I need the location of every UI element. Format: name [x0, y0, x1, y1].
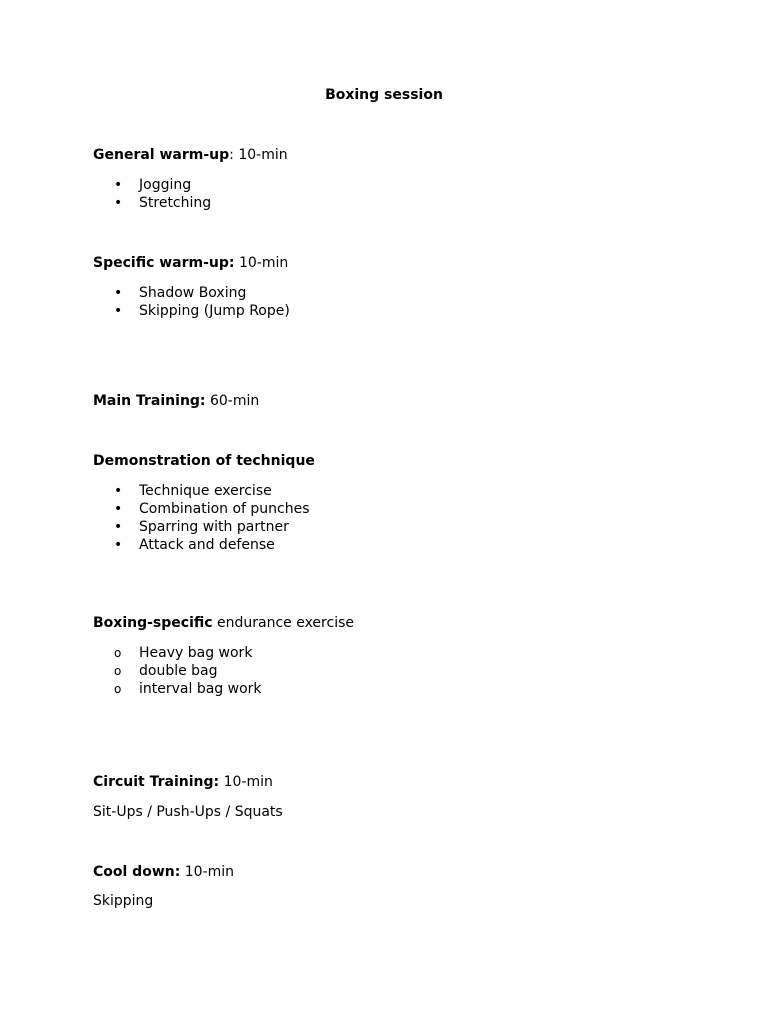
main-training-label: Main Training: — [93, 393, 206, 409]
bullet-icon: • — [114, 177, 123, 193]
list-item-text: double bag — [139, 663, 218, 679]
list-item-text: Skipping (Jump Rope) — [139, 303, 290, 319]
boxing-specific-heading — [93, 614, 354, 632]
list-item-text: Combination of punches — [139, 501, 310, 517]
bullet-icon: • — [114, 483, 123, 499]
circuit-training-label: Circuit Training: — [93, 774, 220, 790]
cool-down-heading — [93, 863, 234, 881]
circuit-training-heading — [93, 773, 273, 791]
main-training-heading — [93, 392, 259, 410]
list-item-text: Sparring with partner — [139, 519, 289, 535]
boxing-specific-rest: endurance exercise — [212, 615, 354, 631]
bullet-icon: • — [114, 195, 123, 211]
document-title: Boxing session — [325, 87, 443, 103]
list-item-text: interval bag work — [139, 681, 262, 697]
specific-warmup-heading — [93, 254, 288, 272]
demonstration-label: Demonstration of technique — [93, 453, 315, 469]
circle-bullet-icon: o — [114, 646, 122, 660]
list-item-text: Attack and defense — [139, 537, 275, 553]
cool-down-detail: Skipping — [93, 893, 154, 909]
bullet-icon: • — [114, 501, 123, 517]
circle-bullet-icon: o — [114, 682, 122, 696]
demonstration-heading — [93, 452, 315, 470]
circuit-training-detail: Sit-Ups / Push-Ups / Squats — [93, 804, 283, 820]
list-item-text: Technique exercise — [139, 483, 272, 499]
list-item-text: Heavy bag work — [139, 645, 253, 661]
general-warmup-heading — [93, 146, 288, 164]
general-warmup-duration: : 10-min — [229, 147, 288, 163]
circle-bullet-icon: o — [114, 664, 122, 678]
bullet-icon: • — [114, 285, 123, 301]
specific-warmup-duration: 10-min — [234, 255, 289, 271]
cool-down-label: Cool down: — [93, 864, 181, 880]
list-item-text: Shadow Boxing — [139, 285, 247, 301]
bullet-icon: • — [114, 303, 123, 319]
general-warmup-label: General warm-up — [93, 147, 230, 163]
boxing-specific-label: Boxing-specific — [93, 615, 213, 631]
specific-warmup-label: Specific warm-up: — [93, 255, 235, 271]
main-training-duration: 60-min — [205, 393, 260, 409]
list-item-text: Stretching — [139, 195, 212, 211]
circuit-training-duration: 10-min — [219, 774, 273, 790]
bullet-icon: • — [114, 537, 123, 553]
bullet-icon: • — [114, 519, 123, 535]
cool-down-duration: 10-min — [180, 864, 235, 880]
list-item-text: Jogging — [139, 177, 192, 193]
